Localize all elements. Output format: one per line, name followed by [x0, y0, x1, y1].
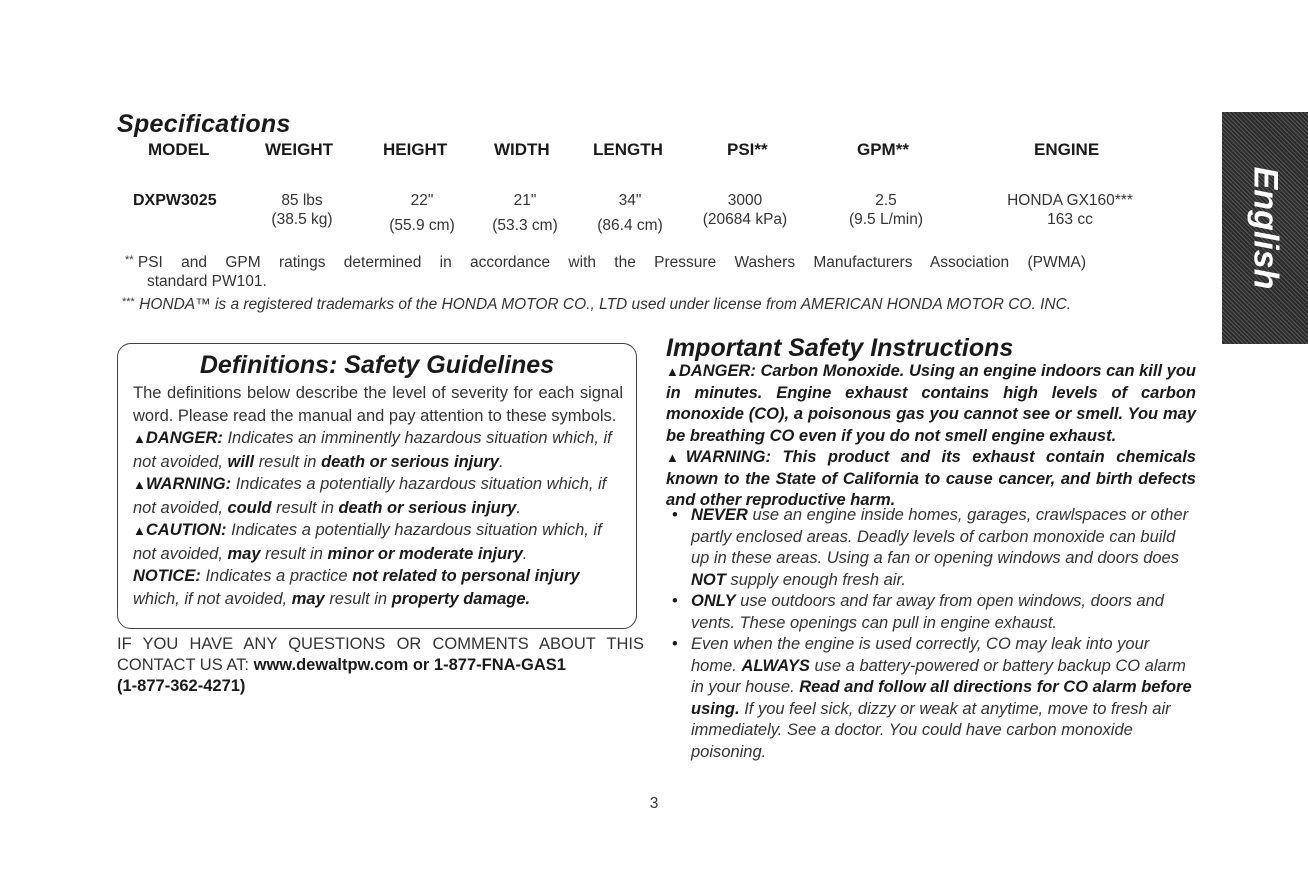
definition-notice: NOTICE: Indicates a practice not related to personal injury which, if not avoided, may result in property damage.: [133, 567, 580, 608]
contact-phone-numeric: (1-877-362-4271): [117, 677, 246, 695]
footnote-text: HONDA™ is a registered trademarks of the HONDA MOTOR CO., LTD used under license from AMERICAN HONDA MOTOR CO. INC.: [139, 296, 1072, 313]
header-height: HEIGHT: [383, 140, 448, 159]
contact-info: [117, 634, 644, 697]
definition-danger: ▲DANGER: Indicates an imminently hazardous situation which, if not avoided, will result in death or serious injury.: [133, 429, 612, 471]
header-psi: PSI**: [727, 140, 768, 159]
contact-website-phone: www.dewaltpw.com or 1-877-FNA-GAS1: [253, 656, 566, 674]
header-model: MODEL: [148, 140, 210, 159]
cell-weight-metric: (38.5 kg): [271, 211, 333, 228]
cell-gpm: 2.5: [875, 192, 897, 209]
cell-length: 34": [618, 192, 642, 209]
warning-triangle-icon: ▲: [133, 477, 146, 492]
cell-height: 22": [410, 192, 434, 209]
footnote-psi-gpm-line2: standard PW101.: [147, 273, 267, 290]
cell-height-metric: (55.9 cm): [389, 217, 455, 234]
cell-model: DXPW3025: [133, 192, 217, 209]
warning-triangle-icon: ▲: [133, 431, 146, 446]
important-safety-title: Important Safety Instructions: [666, 334, 1014, 362]
footnote-psi-gpm: [125, 254, 1086, 272]
definitions-title: Definitions: Safety Guidelines: [199, 351, 555, 379]
language-tab-label: English: [1246, 166, 1285, 290]
definition-caution: ▲CAUTION: Indicates a potentially hazardous situation which, if not avoided, may result in minor or moderate injury.: [133, 521, 602, 563]
header-width: WIDTH: [494, 140, 550, 159]
footnote-marker: **: [125, 254, 134, 266]
warning-triangle-icon: ▲: [666, 450, 686, 465]
list-item: • ONLY use outdoors and far away from open windows, doors and vents. These openings can pull in engine exhaust.: [666, 591, 1196, 634]
header-weight: WEIGHT: [265, 140, 333, 159]
cell-engine-cc: 163 cc: [1047, 211, 1093, 228]
header-length: LENGTH: [593, 140, 663, 159]
warning-california: ▲WARNING: This product and its exhaust contain chemicals known to the State of California to cause cancer, and birth defects and other reproductive harm.: [666, 448, 1196, 509]
header-gpm: GPM**: [857, 140, 909, 159]
safety-bullets: [666, 505, 1196, 763]
cell-weight: 85 lbs: [281, 192, 323, 209]
contact-text: IF YOU HAVE ANY QUESTIONS OR COMMENTS ABOUT THIS CONTACT US AT:: [117, 635, 644, 674]
warning-triangle-icon: ▲: [133, 523, 146, 538]
language-tab: [1222, 112, 1308, 344]
definitions-body: [133, 382, 623, 610]
warning-triangle-icon: ▲: [666, 364, 679, 379]
cell-length-metric: (86.4 cm): [597, 217, 663, 234]
footnote-text: PSI and GPM ratings determined in accordance with the Pressure Washers Manufacturers Association (PWMA): [137, 254, 1087, 271]
page-number: 3: [649, 795, 659, 812]
definition-warning: ▲WARNING: Indicates a potentially hazardous situation which, if not avoided, could result in death or serious injury.: [133, 475, 607, 517]
specifications-table: [0, 0, 1308, 250]
cell-gpm-metric: (9.5 L/min): [848, 211, 924, 228]
footnote-marker: ***: [122, 296, 135, 308]
definitions-intro: The definitions below describe the level of severity for each signal word. Please read the manual and pay attention to these symbols.: [133, 384, 623, 425]
list-item: • NEVER use an engine inside homes, garages, crawlspaces or other partly enclosed areas. Deadly levels of carbon monoxide can build up in these areas. Using a fan or opening windows and doors does NOT supply enough fresh air.: [666, 505, 1196, 591]
cell-width: 21": [513, 192, 537, 209]
cell-engine: HONDA GX160***: [1007, 192, 1133, 209]
cell-width-metric: (53.3 cm): [492, 217, 558, 234]
cell-psi-metric: (20684 kPa): [702, 211, 788, 228]
specifications-title: Specifications: [117, 110, 291, 138]
footnote-honda: [122, 296, 1071, 314]
danger-carbon-monoxide: ▲DANGER: Carbon Monoxide. Using an engine indoors can kill you in minutes. Engine exhaust contains high levels of carbon monoxide (CO), a poisonous gas you cannot see or smell. You may be breathing CO even if you do not smell engine exhaust.: [666, 362, 1196, 445]
cell-psi: 3000: [727, 192, 763, 209]
important-safety-lead: [666, 361, 1196, 512]
list-item: • Even when the engine is used correctly, CO may leak into your home. ALWAYS use a battery-powered or battery backup CO alarm in your house. Read and follow all directions for CO alarm before using. If you feel sick, dizzy or weak at anytime, move to fresh air immediately. See a doctor. You could have carbon monoxide poisoning.: [666, 634, 1196, 763]
header-engine: ENGINE: [1034, 140, 1100, 159]
